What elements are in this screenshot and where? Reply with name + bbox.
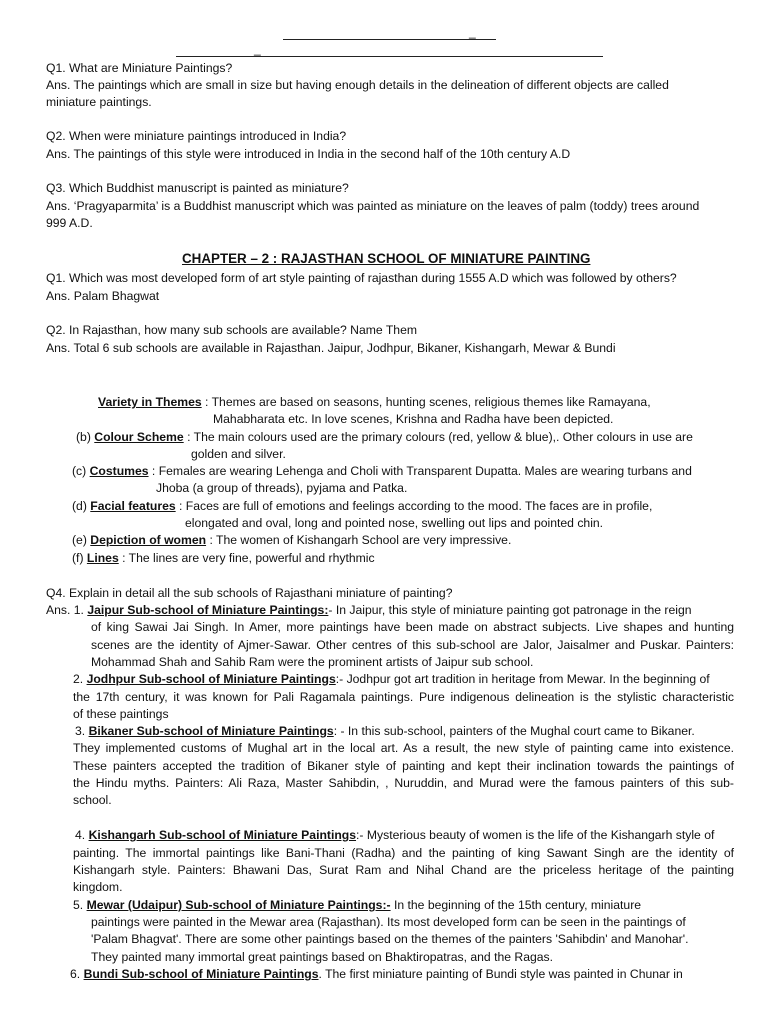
mewar-line-1: [73, 897, 641, 914]
c2-q1-question: Q1. Which was most developed form of art style painting of rajasthan during 1555 A.D which was followed by others?: [46, 271, 677, 285]
jaipur-line-3: scenes are the identity of Ajmer-Sawar. Other centres of this sub-school are Jalor, Jaisalmer and Puskar. Painters:: [91, 638, 734, 652]
kishangarh-line-4: kingdom.: [73, 880, 123, 894]
jodhpur-line-1: [73, 671, 710, 688]
kishangarh-line-2: painting. The immortal paintings like Bani-Thani (Radha) and the painting of king Sawant Singh are the identity of: [73, 846, 734, 860]
feature-lines-term: Lines: [86, 551, 119, 565]
feature-colour-text: : The main colours used are the primary colours (red, yellow & blue),. Other colours in use are: [183, 430, 693, 444]
bikaner-line-5: school.: [73, 793, 112, 807]
bundi-term: Bundi Sub-school of Miniature Paintings: [83, 967, 319, 981]
c2-q2-question: Q2. In Rajasthan, how many sub schools are available? Name Them: [46, 323, 418, 337]
jaipur-line-4: Mohammad Shah and Sahib Ram were the prominent artists of Jaipur sub school.: [91, 655, 534, 669]
mewar-term: Mewar (Udaipur) Sub-school of Miniature Paintings:-: [86, 898, 391, 912]
q2-question: Q2. When were miniature paintings introduced in India?: [46, 129, 347, 143]
jaipur-text: - In Jaipur, this style of miniature painting got patronage in the reign: [328, 603, 692, 617]
header-mark-bottom: _: [254, 42, 261, 56]
feature-themes-term: Variety in Themes: [98, 395, 202, 409]
mewar-text: In the beginning of the 15th century, miniature: [390, 898, 642, 912]
feature-lines-prefix: (f): [72, 551, 87, 565]
feature-facial-text: : Faces are full of emotions and feelings according to the mood. The faces are in profile,: [175, 499, 653, 513]
mewar-prefix: 5.: [73, 898, 87, 912]
q4-question: Q4. Explain in detail all the sub schools of Rajasthani miniature of painting?: [46, 586, 453, 600]
jaipur-prefix: Ans. 1.: [46, 603, 88, 617]
jodhpur-text: :- Jodhpur got art tradition in heritage from Mewar. In the beginning of: [335, 672, 710, 686]
header-rule-bottom: [176, 56, 603, 57]
mewar-line-3: 'Palam Bhagvat'. There are some other paintings based on the themes of the painters 'Sahibdin' and Manohar'.: [91, 932, 689, 946]
feature-facial-term: Facial features: [90, 499, 176, 513]
jaipur-term: Jaipur Sub-school of Miniature Paintings:: [87, 603, 329, 617]
q2-answer: Ans. The paintings of this style were introduced in India in the second half of the 10th century A.D: [46, 147, 571, 161]
feature-women: [72, 532, 511, 549]
c2-q1-answer: Ans. Palam Bhagwat: [46, 289, 160, 303]
jodhpur-line-3: of these paintings: [73, 707, 169, 721]
kishangarh-term: Kishangarh Sub-school of Miniature Paintings: [88, 828, 357, 842]
feature-facial-cont: elongated and oval, long and pointed nose, swelling out lips and pointed chin.: [185, 516, 604, 530]
bundi-prefix: 6.: [70, 967, 84, 981]
kishangarh-line-3: Kishangarh style. Painters: Bhawani Das, Surat Ram and Nihal Chand are the priceless heritage of the painting: [73, 863, 734, 877]
bikaner-text: : - In this sub-school, painters of the Mughal court came to Bikaner.: [333, 724, 695, 738]
kishangarh-line-1: [75, 827, 714, 844]
feature-lines-text: : The lines are very fine, powerful and rhythmic: [118, 551, 375, 565]
q3-question: Q3. Which Buddhist manuscript is painted as miniature?: [46, 181, 349, 195]
feature-costumes-term: Costumes: [89, 464, 149, 478]
jaipur-line-1: [46, 602, 692, 619]
kishangarh-text: :- Mysterious beauty of women is the life of the Kishangarh style of: [356, 828, 715, 842]
q3-answer-line-1: Ans. ‘Pragyaparmita’ is a Buddhist manuscript which was painted as miniature on the leaves of palm (toddy) trees around: [46, 199, 700, 213]
bikaner-line-2: They implemented customs of Mughal art in the local art. As a result, the new style of painting came into existence.: [73, 741, 734, 755]
mewar-line-2: paintings were painted in the Mewar area (Rajasthan). Its most developed form can be seen in the paintings of: [91, 915, 686, 929]
feature-themes-cont: Mahabharata etc. In love scenes, Krishna and Radha have been depicted.: [213, 412, 614, 426]
feature-themes-text: : Themes are based on seasons, hunting scenes, religious themes like Ramayana,: [201, 395, 651, 409]
bundi-line-1: [70, 966, 683, 983]
feature-women-prefix: (e): [72, 533, 91, 547]
c2-q2-answer: Ans. Total 6 sub schools are available in Rajasthan. Jaipur, Jodhpur, Bikaner, Kishangarh, Mewar & Bundi: [46, 341, 616, 355]
feature-lines: [72, 550, 375, 567]
q1-answer-line-2: miniature paintings.: [46, 95, 152, 109]
kishangarh-prefix: 4.: [75, 828, 89, 842]
feature-costumes: [72, 463, 692, 480]
q1-answer-line-1: Ans. The paintings which are small in size but having enough details in the delineation of different objects are called: [46, 78, 669, 92]
bikaner-line-1: [75, 723, 695, 740]
jaipur-line-2: of king Sawai Jai Singh. In Amer, more paintings have been made on abstract subjects. Live shapes and hunting: [91, 620, 734, 634]
feature-colour-prefix: (b): [76, 430, 95, 444]
feature-facial-prefix: (d): [72, 499, 91, 513]
header-mark-top: _: [469, 25, 476, 39]
bikaner-line-4: the Hindu myths. Painters: Ali Raza, Master Sahibdin, , Nuruddin, and Murad were the famous painters of this sub-: [73, 776, 734, 790]
jodhpur-prefix: 2.: [73, 672, 87, 686]
feature-costumes-text: : Females are wearing Lehenga and Choli with Transparent Dupatta. Males are wearing turbans and: [148, 464, 692, 478]
bikaner-prefix: 3.: [75, 724, 89, 738]
bundi-text: . The first miniature painting of Bundi style was painted in Chunar in: [318, 967, 683, 981]
q1-question: Q1. What are Miniature Paintings?: [46, 61, 233, 75]
q3-answer-line-2: 999 A.D.: [46, 216, 93, 230]
feature-colour: [76, 429, 693, 446]
chapter-title: CHAPTER – 2 : RAJASTHAN SCHOOL OF MINIATURE PAINTING: [182, 251, 591, 266]
feature-costumes-cont: Jhoba (a group of threads), pyjama and Patka.: [156, 481, 408, 495]
bikaner-term: Bikaner Sub-school of Miniature Paintings: [88, 724, 334, 738]
feature-themes: [98, 394, 651, 411]
feature-colour-cont: golden and silver.: [191, 447, 286, 461]
mewar-line-4: They painted many immortal great paintings based on Bhaktiropatras, and the Ragas.: [91, 950, 554, 964]
feature-women-text: : The women of Kishangarh School are very impressive.: [206, 533, 512, 547]
bikaner-line-3: These painters accepted the tradition of Bikaner style of painting and kept their inclination towards the paintings of: [73, 759, 734, 773]
feature-colour-term: Colour Scheme: [94, 430, 184, 444]
jodhpur-line-2: the 17th century, it was known for Pali Ragamala paintings. Pure indigenous delineation is the stylistic characteristic: [73, 690, 734, 704]
jodhpur-term: Jodhpur Sub-school of Miniature Paintings: [86, 672, 336, 686]
header-rule-top: [283, 39, 496, 40]
feature-facial: [72, 498, 652, 515]
feature-costumes-prefix: (c): [72, 464, 90, 478]
feature-women-term: Depiction of women: [90, 533, 207, 547]
